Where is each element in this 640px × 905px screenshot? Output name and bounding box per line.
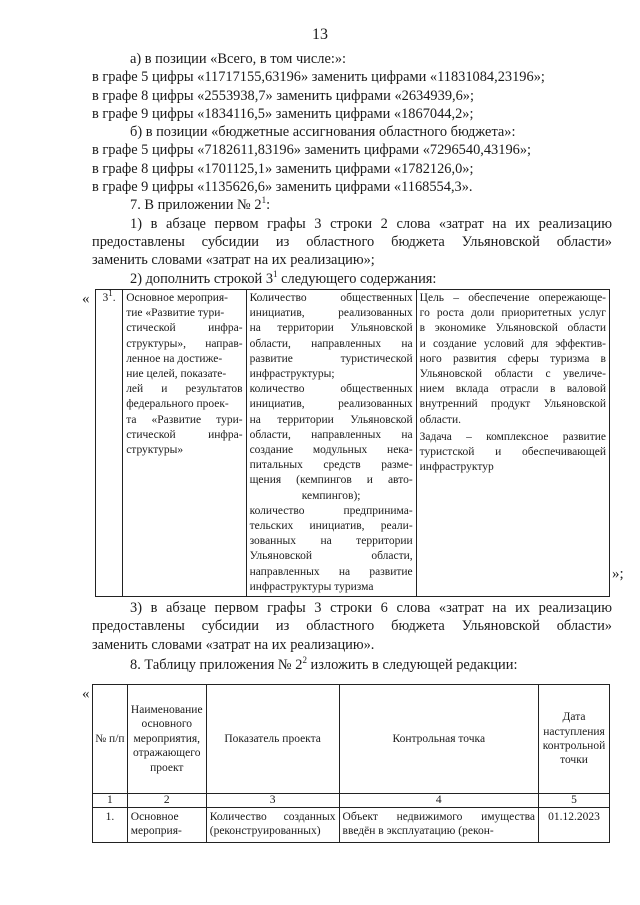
cell-line: Ульяновской области, [249,550,413,563]
column-number: 5 [539,794,610,808]
text-line: в графе 8 цифры «1701125,1» заменить цифрами «1782126,0»; [92,160,474,177]
cell-line: и создание условий для эффектив- [419,337,606,350]
checkpoint-cell: Объект недвижимого имущества введён в эксплуатацию (рекон- [339,808,538,843]
cell-line: области, направленных на [249,428,413,441]
cell-line: зованных на территории [249,535,413,548]
amendment-text-2 [92,599,612,674]
cell-line: ние целей, показате- [126,368,227,381]
cell-line: Ульяновской области с увеличе- [419,368,606,381]
text-line: в графе 9 цифры «1135626,6» заменить цифрами «1168554,3». [92,179,473,196]
cell-line: инфраструктур [419,461,494,474]
header-cell-number: № п/п [93,685,128,794]
cell-line: Основное мероприя- [126,292,229,304]
cell-line: структуры», направ- [126,337,243,350]
cell-line: нием вклада отрасли в валовой [419,383,606,396]
cell-line: области. [419,413,461,426]
cell-line: структуры» [126,444,184,457]
text-line: 1) в абзаце первом графы 3 строки 2 слова «затрат на их реализацию [130,215,612,232]
cell-line: в экономике Ульяновской области [419,322,606,335]
cell-line: ленное на достиже- [126,352,223,365]
text-line: заменить словами «затрат на их реализацию»; [92,252,375,269]
cell-line: на территории Ульяновской [249,413,413,426]
cell-line: количество общественных [249,383,413,396]
indicator-cell: Количество созданных (реконструированных) [206,808,339,843]
header-cell-date: Дата наступления контрольной точки [539,685,610,794]
goal-task-cell [416,290,609,597]
cell-line: туристской и обеспечивающей [419,446,606,459]
cell-line: тие «Развитие тури- [126,307,225,320]
text-line: в графе 5 цифры «11717155,63196» заменить цифрами «11831084,23196»; [92,69,545,86]
main-activity-cell [123,290,246,597]
header-cell-indicator: Показатель проекта [206,685,339,794]
cell-line: лей и результатов [126,383,243,396]
cell-line: на территории Ульяновской [249,322,413,335]
item-7-heading: 7. В приложении № $2^1$: [130,195,271,214]
text-line: заменить словами «затрат на их реализацию». [92,636,375,653]
cell-line: тельских инициатив, реали- [249,520,413,533]
cell-line: стической инфра- [126,322,243,335]
cell-line: направленных на развитие [249,565,413,578]
amendment-text [92,50,612,288]
column-number: 2 [127,794,206,808]
cell-line: создание модульных нека- [249,444,413,457]
appendix-2-2-table [92,684,610,843]
text-line: а) в позиции «Всего, в том числе:»: [130,51,347,67]
text-line: предоставлены субсидии из областного бюджета Ульяновской области» [92,618,612,635]
activity-cell: Основное мероприя- [127,808,206,843]
cell-line: инициатив, реализованных [249,398,413,411]
header-cell-activity: Наименование основного мероприятия, отражающего проект [127,685,206,794]
indicators-cell [246,290,416,597]
cell-line: Количество общественных [249,292,413,304]
cell-line: го роста доли приоритетных услуг [419,307,606,320]
row-3-1-table [95,289,610,597]
cell-line: стической инфра- [126,428,243,441]
text-line: в графе 5 цифры «7182611,83196» заменить цифрами «7296540,43196»; [92,142,532,159]
row-number-cell: 1. [93,808,128,843]
column-number: 3 [206,794,339,808]
column-number: 4 [339,794,538,808]
cell-line: Задача – комплексное развитие [419,430,606,443]
cell-line: Цель – обеспечение опережающе- [419,292,606,304]
cell-line: инфраструктуры туризма [249,580,374,593]
cell-line: развитие туристической [249,352,413,365]
cell-line: инициатив, реализованных [249,307,413,320]
date-cell: 01.12.2023 [539,808,610,843]
cell-line: та «Развитие тури- [126,413,243,426]
text-line: 3) в абзаце первом графы 3 строки 6 слова «затрат на их реализацию [130,600,612,616]
cell-line: ного развития сферы туризма в [419,352,606,365]
text-line: предоставлены субсидии из областного бюджета Ульяновской области» [92,233,612,250]
cell-line: федерального проек- [126,398,229,411]
open-quote-2: « [82,686,90,702]
cell-line: щения (кемпингов и авто- [249,474,413,487]
item-8-heading: 8. Таблицу приложения № $2^2$ изложить в следующей редакции: [130,655,518,673]
open-quote: « [82,291,90,307]
page-number: 13 [312,26,328,43]
cell-line: питальных средств разме- [249,459,413,472]
cell-line: инфраструктуры; [249,368,335,381]
header-cell-checkpoint: Контрольная точка [339,685,538,794]
column-number: 1 [93,794,128,808]
cell-line: количество предпринима- [249,504,413,517]
cell-line: кемпингов); [301,489,361,502]
close-quote: »; [612,566,624,582]
cell-line: внутренний продукт Ульяновской [419,398,606,411]
row-number-cell: $3^1$. [96,290,123,597]
text-line: в графе 9 цифры «1834116,5» заменить цифрами «1867044,2»; [92,105,474,122]
text-line: в графе 8 цифры «2553938,7» заменить цифрами «2634939,6»; [92,87,474,104]
text-line: б) в позиции «бюджетные ассигнования областного бюджета»: [130,124,516,141]
text-line: 2) дополнить строкой $3^1$ следующего содержания: [130,268,437,287]
cell-line: области, направленных на [249,337,413,350]
